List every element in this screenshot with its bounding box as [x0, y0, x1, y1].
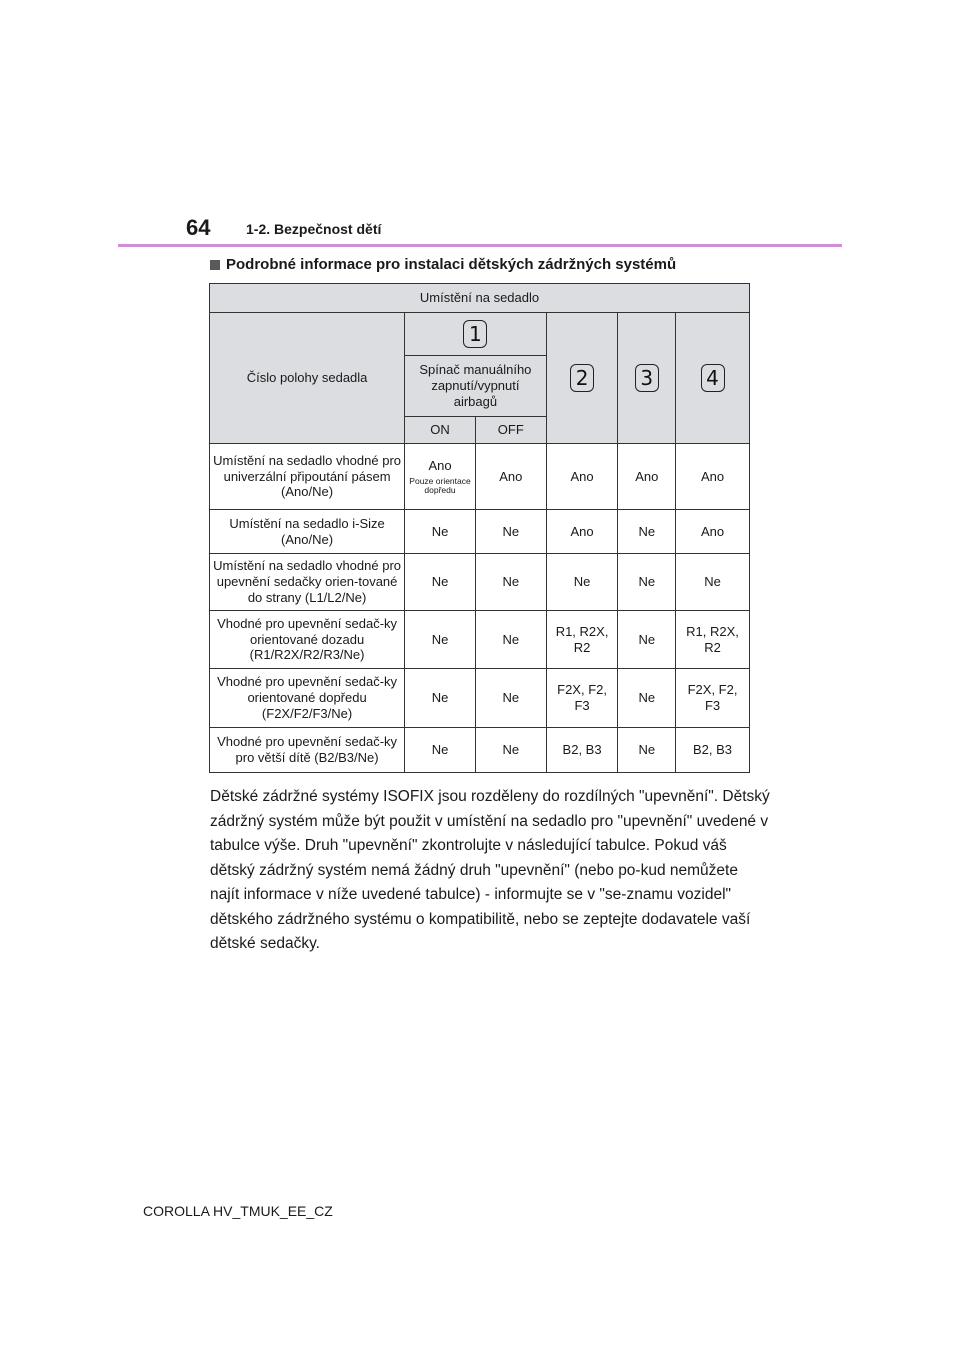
square-bullet-icon [210, 260, 220, 270]
seat-3-icon: 3 [635, 364, 659, 392]
cell-on-value: Ano [428, 457, 452, 473]
seat-1-icon: 1 [463, 320, 487, 348]
cell-seat3: Ne [618, 554, 676, 611]
cell-seat2: Ano [546, 510, 618, 554]
seat-1-header [405, 313, 547, 356]
cell-seat2: R1, R2X, R2 [546, 611, 618, 669]
airbag-switch-label: Spínač manuálního zapnutí/vypnutí airbagů [405, 356, 547, 417]
cell-off: Ne [475, 554, 546, 611]
table-row [210, 728, 750, 773]
seat-3-header [618, 313, 676, 444]
table-row [210, 611, 750, 669]
row-label: Umístění na sedadlo i-Size (Ano/Ne) [210, 510, 405, 554]
row-label: Vhodné pro upevnění sedač-ky orientované dopředu (F2X/F2/F3/Ne) [210, 669, 405, 728]
cell-off: Ne [475, 669, 546, 728]
cell-seat4: Ano [676, 510, 750, 554]
switch-on-label: ON [405, 417, 476, 444]
subheading [210, 256, 676, 273]
table-row [210, 444, 750, 510]
seat-4-icon: 4 [701, 364, 725, 392]
table-row [210, 669, 750, 728]
footer-model-code: COROLLA HV_TMUK_EE_CZ [143, 1203, 333, 1219]
cell-seat4: Ano [676, 444, 750, 510]
body-text [210, 785, 770, 957]
row-label: Umístění na sedadlo vhodné pro univerzální připoutání pásem (Ano/Ne) [210, 444, 405, 510]
seat-2-header [546, 313, 618, 444]
row-label: Vhodné pro upevnění sedač-ky pro větší dítě (B2/B3/Ne) [210, 728, 405, 773]
cell-off: Ano [475, 444, 546, 510]
row-label: Umístění na sedadlo vhodné pro upevnění sedačky orien-tované do strany (L1/L2/Ne) [210, 554, 405, 611]
cell-on: Ne [405, 554, 476, 611]
table-row [210, 554, 750, 611]
cell-seat4: Ne [676, 554, 750, 611]
cell-seat3: Ne [618, 728, 676, 773]
cell-seat2: Ne [546, 554, 618, 611]
cell-off: Ne [475, 510, 546, 554]
cell-seat2: F2X, F2, F3 [546, 669, 618, 728]
seat-position-table [209, 283, 750, 773]
seat-2-icon: 2 [570, 364, 594, 392]
cell-seat3: Ano [618, 444, 676, 510]
cell-seat4: R1, R2X, R2 [676, 611, 750, 669]
cell-on [405, 444, 476, 510]
row-label: Vhodné pro upevnění sedač-ky orientované dozadu (R1/R2X/R2/R3/Ne) [210, 611, 405, 669]
subheading-text: Podrobné informace pro instalaci dětských zádržných systémů [226, 256, 677, 273]
section-title: 1-2. Bezpečnost dětí [246, 221, 382, 237]
cell-off: Ne [475, 611, 546, 669]
page-number: 64 [186, 215, 211, 240]
cell-seat3: Ne [618, 669, 676, 728]
cell-seat4: B2, B3 [676, 728, 750, 773]
seat-number-label: Číslo polohy sedadla [210, 313, 405, 444]
cell-seat4: F2X, F2, F3 [676, 669, 750, 728]
seat-4-header [676, 313, 750, 444]
cell-seat2: B2, B3 [546, 728, 618, 773]
cell-seat2: Ano [546, 444, 618, 510]
switch-off-label: OFF [475, 417, 546, 444]
table-title: Umístění na sedadlo [210, 284, 750, 313]
cell-on-note: Pouze orientace dopředu [409, 475, 471, 495]
cell-on: Ne [405, 611, 476, 669]
cell-seat3: Ne [618, 611, 676, 669]
header-divider [118, 244, 842, 247]
cell-seat3: Ne [618, 510, 676, 554]
body-paragraph: Dětské zádržné systémy ISOFIX jsou rozděleny do rozdílných "upevnění". Dětský zádržný systém může být použit v umístění na sedadlo pro "upevnění" uvedené v tabulce výše. Druh "upevnění" zkontrolujte v následující tabulce. Pokud váš dětský zádržný systém nemá žádný druh "upevnění" (nebo po-kud nemůžete najít informace v níže uvedené tabulce) - informujte se v "se-znamu vozidel" dětského zádržného systému o kompatibilitě, nebo se zeptejte dodavatele vaší dětské sedačky. [210, 788, 770, 952]
table-row [210, 510, 750, 554]
cell-on: Ne [405, 669, 476, 728]
cell-on: Ne [405, 728, 476, 773]
cell-off: Ne [475, 728, 546, 773]
cell-on: Ne [405, 510, 476, 554]
